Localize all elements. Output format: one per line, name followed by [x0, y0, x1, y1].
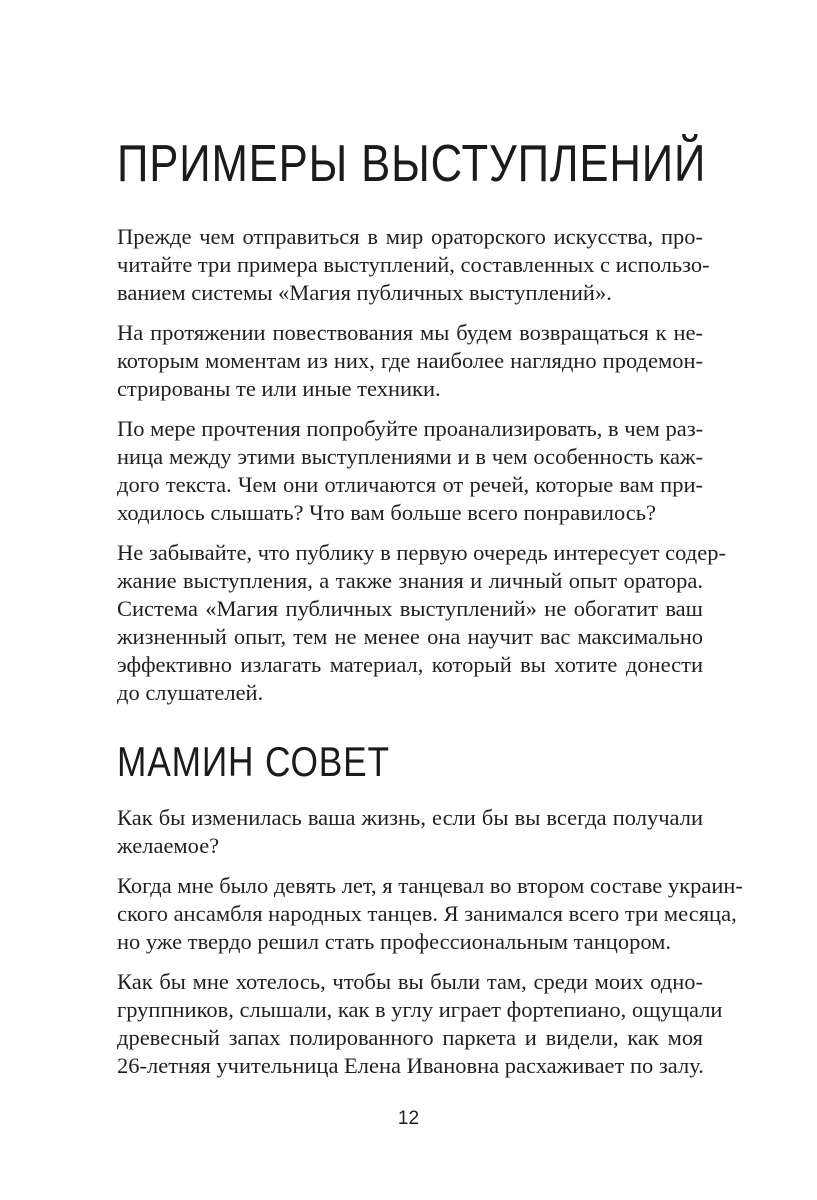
chapter-title: ПРИМЕРЫ ВЫСТУПЛЕНИЙ — [117, 135, 707, 193]
paragraph — [117, 539, 726, 707]
text-line: группников, слышали, как в углу играет фортепиано, ощущали — [117, 997, 723, 1022]
paragraph — [117, 804, 703, 860]
section1-body — [117, 223, 726, 719]
text-line: Как бы изменилась ваша жизнь, если бы вы всегда получали — [117, 805, 703, 830]
text-line: Когда мне было девять лет, я танцевал во втором составе украин- — [117, 873, 743, 898]
section-title: МАМИН СОВЕТ — [117, 738, 390, 785]
text-line: ванием системы «Магия публичных выступлений». — [117, 280, 612, 305]
text-line: Прежде чем отправиться в мир ораторского искусства, про- — [117, 224, 703, 249]
text-line: дого текста. Чем они отличаются от речей, которые вам при- — [117, 472, 703, 497]
text-line: читайте три примера выступлений, составленных с использо- — [117, 252, 710, 277]
text-line: На протяжении повествования мы будем возвращаться к не- — [117, 320, 703, 345]
text-line: Как бы мне хотелось, чтобы вы были там, среди моих одно- — [117, 969, 703, 994]
text-line: до слушателей. — [117, 680, 264, 705]
paragraph — [117, 319, 703, 403]
text-line: По мере прочтения попробуйте проанализировать, в чем раз- — [117, 416, 704, 441]
text-line: 26-летняя учительница Елена Ивановна расхаживает по залу. — [117, 1053, 704, 1078]
paragraph — [117, 415, 703, 527]
text-line: но уже твердо решил стать профессиональным танцором. — [117, 929, 672, 954]
text-line: древесный запах полированного паркета и видели, как моя — [117, 1025, 703, 1050]
text-line: стрированы те или иные техники. — [117, 376, 441, 401]
text-line: Не забывайте, что публику в первую очередь интересует содер- — [117, 540, 726, 565]
paragraph — [117, 223, 710, 307]
text-line: которым моментам из них, где наиболее наглядно продемон- — [117, 348, 703, 373]
text-line: ского ансамбля народных танцев. Я занимался всего три месяца, — [117, 901, 737, 926]
text-line: желаемое? — [117, 833, 220, 858]
section2-body — [117, 804, 743, 1092]
paragraph — [117, 968, 723, 1080]
text-line: жизненный опыт, тем не менее она научит вас максимально — [117, 624, 703, 649]
text-line: ходилось слышать? Что вам больше всего понравилось? — [117, 500, 656, 525]
text-line: эффективно излагать материал, который вы хотите донести — [117, 652, 703, 677]
text-line: Система «Магия публичных выступлений» не обогатит ваш — [117, 596, 703, 621]
paragraph — [117, 872, 743, 956]
text-line: жание выступления, а также знания и личный опыт оратора. — [117, 568, 703, 593]
text-line: ница между этими выступлениями и в чем особенность каж- — [117, 444, 703, 469]
page-number: 12 — [397, 1108, 420, 1129]
